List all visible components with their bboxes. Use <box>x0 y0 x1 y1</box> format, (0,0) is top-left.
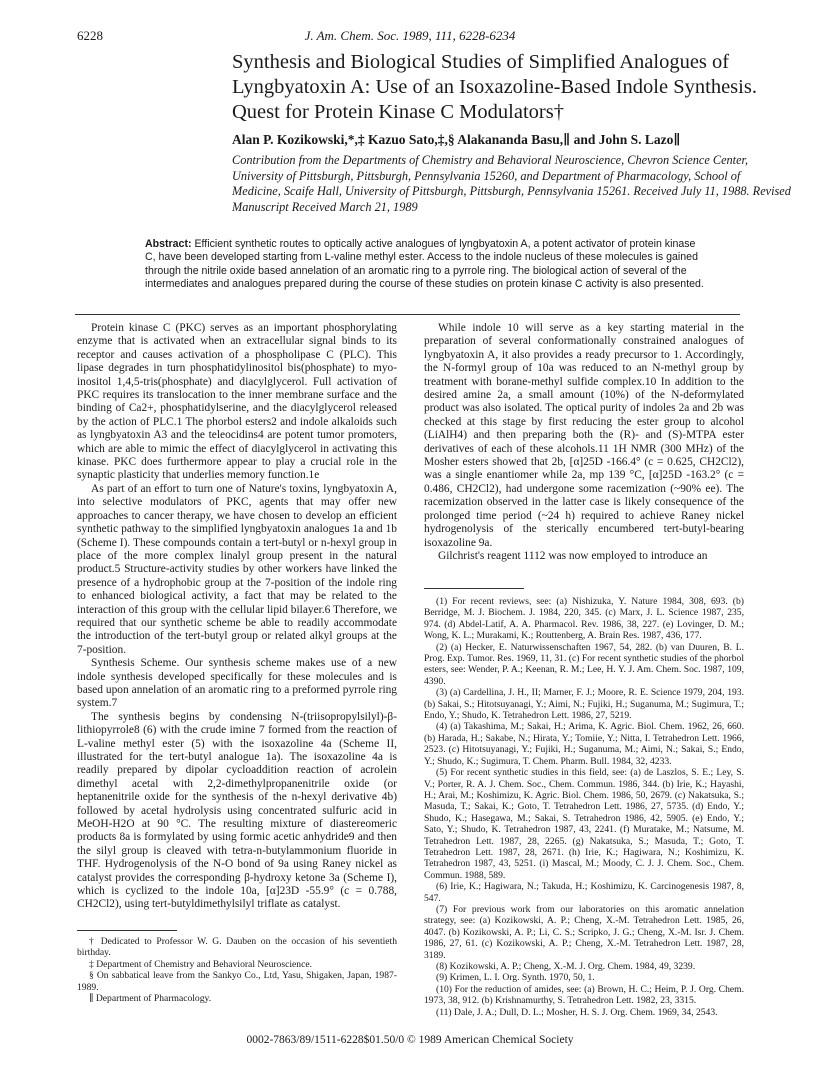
article-title: Synthesis and Biological Studies of Simplified Analogues of Lyngbyatoxin A: Use of an Isoxazoline-Based Indole Synthesis. Quest for Protein Kinase C Modulators† <box>232 51 757 123</box>
footnote-divider <box>77 930 177 931</box>
footnote: (2) (a) Hecker, E. Naturwissenschaften 1967, 54, 282. (b) van Duuren, B. L. Prog. Exp. Tumor. Res. 1969, 11, 31. (c) For recent synthetic studies of the phorbol esters, see: Wender, P. A.; Keenan, R. M.; Lee, H. Y. J. Am. Chem. Soc. 1987, 109, 4390. <box>424 641 744 687</box>
page-number: 6228 <box>77 28 103 43</box>
reference-footnotes <box>424 596 744 1018</box>
footnote: (3) (a) Cardellina, J. H., II; Marner, F. J.; Moore, R. E. Science 1979, 204, 193. (b) Sakai, S.; Hitotsuyanagi, Y.; Aimi, N.; Fujiki, H.; Suganuma, M.; Sugimura, T.; Endo, Y.; Shudo, K. Tetrahedron Lett. 1986, 27, 5219. <box>424 687 744 722</box>
abstract-text: Efficient synthetic routes to optically active analogues of lyngbyatoxin A, a potent activator of protein kinase C, have been developed starting from L-valine methyl ester. Access to the indole nucleus of these molecules is gained through the nitrile oxide based annelation of an aromatic ring to a pyrrole ring. The biological action of several of the intermediates and analogues prepared during the course of these studies on protein kinase C activity is also presented. <box>145 238 704 291</box>
affiliation-footnotes <box>77 936 397 1004</box>
footnote: (6) Irie, K.; Hagiwara, N.; Takuda, H.; Koshimizu, K. Carcinogenesis 1987, 8, 547. <box>424 881 744 904</box>
left-column <box>77 322 397 912</box>
footnote: (9) Krimen, L. I. Org. Synth. 1970, 50, 1. <box>436 972 595 984</box>
right-column <box>424 322 744 563</box>
footnote-divider <box>424 588 524 589</box>
copyright-footer: 0002-7863/89/1511-6228$01.50/0 © 1989 American Chemical Society <box>246 1034 574 1046</box>
footnote: (8) Kozikowski, A. P.; Cheng, X.-M. J. Org. Chem. 1984, 49, 3239. <box>436 961 696 972</box>
footnote: (5) For recent synthetic studies in this field, see: (a) de Laszlos, S. E.; Ley, S. V.; Porter, R. A. J. Chem. Soc., Chem. Commun. 1986, 344. (b) Irie, K.; Hayashi, H.; Arai, M.; Koshimizu, K. Agric. Biol. Chem. 1986, 50, 2679. (c) Nakatsuka, S.; Masuda, T.; Sakai, K.; Goto, T. Tetrahedron Lett. 1986, 27, 5735. (d) Endo, Y.; Shudo, K.; Hasegawa, M.; Sakai, S. Tetrahedron 1986, 42, 5905. (e) Endo, Y.; Sato, Y.; Shudo, K. Tetrahedron 1987, 43, 2241. (f) Muratake, M.; Natsume, M. Tetrahedron Lett. 1987, 28, 2265. (g) Nakatsuka, S.; Masuda, T.; Goto, T. Tetrahedron Lett. 1987, 28, 2671. (h) Irie, K.; Hagiwara, N.; Koshimizu, K. Tetrahedron 1987, 43, 5251. (i) Mascal, M.; Moody, C. J. J. Chem. Soc., Chem. Commun. 1988, 589. <box>424 767 744 881</box>
footnote: (1) For recent reviews, see: (a) Nishizuka, Y. Nature 1984, 308, 693. (b) Berridge, M. J. Biochem. J. 1984, 220, 345. (c) Marx, J. L. Science 1987, 235, 974. (d) Abdel-Latif, A. A. Pharmacol. Rev. 1986, 38, 227. (e) Lovinger, D. M.; Wong, K. L.; Murakami, K.; Routtenberg, A. Brain Res. 1987, 436, 177. <box>424 596 744 642</box>
paragraph: While indole 10 will serve as a key starting material in the preparation of several conformationally constrained analogues of lyngbyatoxin A, it also provides a ready precursor to 1. Accordingly, the N-formyl group of 10a was reduced to an N-methyl group by treatment with borane-methyl sulfide complex.10 In addition to the desired amine 2a, a small amount (10%) of the N-deformylated product was also isolated. The optical purity of indoles 2a and 2b was checked at this stage by first reducing the ester group to alcohol (LiAlH4) and then preparing both the (R)- and (S)-MTPA ester derivatives of each of these alcohols.11 1H NMR (300 MHz) of the Mosher esters showed that 2b, [α]25D -166.4° (c = 0.625, CH2Cl2), was a single enantiomer while 2a, mp 139 °C, [α]25D -163.2° (c = 0.486, CH2Cl2), had undergone some racemization (~90% ee). The racemization observed in the latter case is likely consequence of the prolonged time period (~24 h) required to achieve Raney nickel hydrogenolysis of the sterically encumbered tert-butyl-bearing isoxazoline 9a. <box>424 322 744 549</box>
abstract-label: Abstract: <box>145 238 192 250</box>
paragraph: Synthesis Scheme. Our synthesis scheme makes use of a new indole synthesis developed specifically for these molecules and is based upon annelation of an aromatic ring to a preformed pyrrole ring system.7 <box>77 657 397 710</box>
footnote: ‡ Department of Chemistry and Behavioral Neuroscience. <box>89 958 312 970</box>
paragraph: The synthesis begins by condensing N-(triisopropylsilyl)-β-lithiopyrrole8 (6) with the crude imine 7 formed from the reaction of L-valine methyl ester (5) with the isoxazoline 4a (Scheme II, illustrated for the tert-butyl analogue 1a). The isoxazoline 4a is readily prepared by dipolar cycloaddition reaction of acrolein dimethyl acetal with 2,2-dimethylpropanenitrile oxide (or heptanenitrile oxide for the synthesis of the n-hexyl derivative 4b) followed by acetal hydrolysis using concentrated sulfuric acid in MeOH-H2O at 90 °C. The resulting mixture of diastereomeric products 8a is formylated by using formic acetic anhydride9 and then the silyl group is cleaved with tetra-n-butylammonium fluoride in THF. Hydrogenolysis of the N-O bond of 9a using Raney nickel as catalyst provides the corresponding β-hydroxy ketone 3a (Scheme I), which is cyclized to the indole 10a, [α]23D -55.9° (c = 0.788, CH2Cl2), using tert-butyldimethylsilyl triflate as catalyst. <box>77 710 397 911</box>
footnote: (4) (a) Takashima, M.; Sakai, H.; Arima, K. Agric. Biol. Chem. 1962, 26, 660. (b) Harada, H.; Sakabe, N.; Hirata, Y.; Tomiie, Y.; Nitta, I. Tetrahedron Lett. 1966, 2523. (c) Hitotsuyanagi, Y.; Fujiki, H.; Suganuma, M.; Aimi, N.; Sakai, S.; Endo, Y.; Shudo, K.; Sugimura, T. Chem. Pharm. Bull. 1984, 32, 4233. <box>424 721 744 767</box>
footnote: (7) For previous work from our laboratories on this aromatic annelation strategy, see: (a) Kozikowski, A. P.; Cheng, X.-M. Tetrahedron Lett. 1985, 26, 4047. (b) Kozikowski, A. P.; Li, C. S.; Scripko, J. G.; Cheng, X.-M. Isr. J. Chem. 1986, 27, 61. (c) Kozikowski, A. P.; Cheng, X.-M. Tetrahedron Lett. 1987, 28, 3189. <box>424 903 744 961</box>
affiliation: Contribution from the Departments of Chemistry and Behavioral Neuroscience, Chevron Science Center, University of Pittsburgh, Pittsburgh, Pennsylvania 15260, and Department of Pharmacology, School of Medicine, Scaife Hall, University of Pittsburgh, Pittsburgh, Pennsylvania 15261. Received July 11, 1988. Revised Manuscript Received March 21, 1989 <box>232 153 791 214</box>
paragraph: As part of an effort to turn one of Nature's toxins, lyngbyatoxin A, into selective modulators of PKC, agents that may offer new approaches to cancer therapy, we have chosen to develop an efficient synthetic pathway to the simplified lyngbyatoxin analogues 1a and 1b (Scheme I). These compounds contain a tert-butyl or n-hexyl group in place of the more complex linalyl group present in the natural product.5 Structure-activity studies by other workers have linked the presence of a hydrophobic group at the 7-position of the indole ring to enhanced biological activity, a fact that may be related to the interaction of this group with the cellular lipid bilayer.6 Therefore, we required that our synthetic scheme be able to readily accommodate the introduction of the tert-butyl group or related alkyl groups at the 7-position. <box>77 482 397 656</box>
footnote: † Dedicated to Professor W. G. Dauben on the occasion of his seventieth birthday. <box>77 936 397 959</box>
paragraph: Protein kinase C (PKC) serves as an important phosphorylating enzyme that is activated when an extracellular signal binds to its receptor and causes activation of a phospholipase C (PLC). This lipase degrades in turn phosphatidylinositol bis(phosphate) to myo-inositol 1,4,5-tris(phosphate) and diacylglycerol. Full activation of PKC requires its translocation to the inner membrane surface and the binding of Ca2+, phosphatidylserine, and the diacylglycerol released by the action of PLC.1 The phorbol esters2 and indole alkaloids such as lyngbyatoxin A3 and the teleocidins4 are potent tumor promoters, which are able to mimic the effect of diacylglycerol in activating this kinase. PKC does furthermore appear to play a crucial role in the synaptic plasticity that underlies memory function.1e <box>77 322 397 482</box>
footnote: (10) For the reduction of amides, see: (a) Brown, H. C.; Heim, P. J. Org. Chem. 1973, 38, 912. (b) Krishnamurthy, S. Tetrahedron Lett. 1982, 23, 3315. <box>424 983 744 1007</box>
paragraph: Gilchrist's reagent 1112 was now employed to introduce an <box>438 549 708 562</box>
journal-running-header: J. Am. Chem. Soc. 1989, 111, 6228-6234 <box>304 28 516 43</box>
abstract <box>145 238 705 292</box>
footnote: ∥ Department of Pharmacology. <box>89 993 212 1005</box>
author-list: Alan P. Kozikowski,*,‡ Kazuo Sato,‡,§ Alakananda Basu,∥ and John S. Lazo∥ <box>232 132 681 147</box>
footnote: § On sabbatical leave from the Sankyo Co., Ltd, Yasu, Shigaken, Japan, 1987-1989. <box>77 970 397 993</box>
section-divider <box>75 314 740 315</box>
footnote: (11) Dale, J. A.; Dull, D. L.; Mosher, H. S. J. Org. Chem. 1969, 34, 2543. <box>436 1006 718 1018</box>
